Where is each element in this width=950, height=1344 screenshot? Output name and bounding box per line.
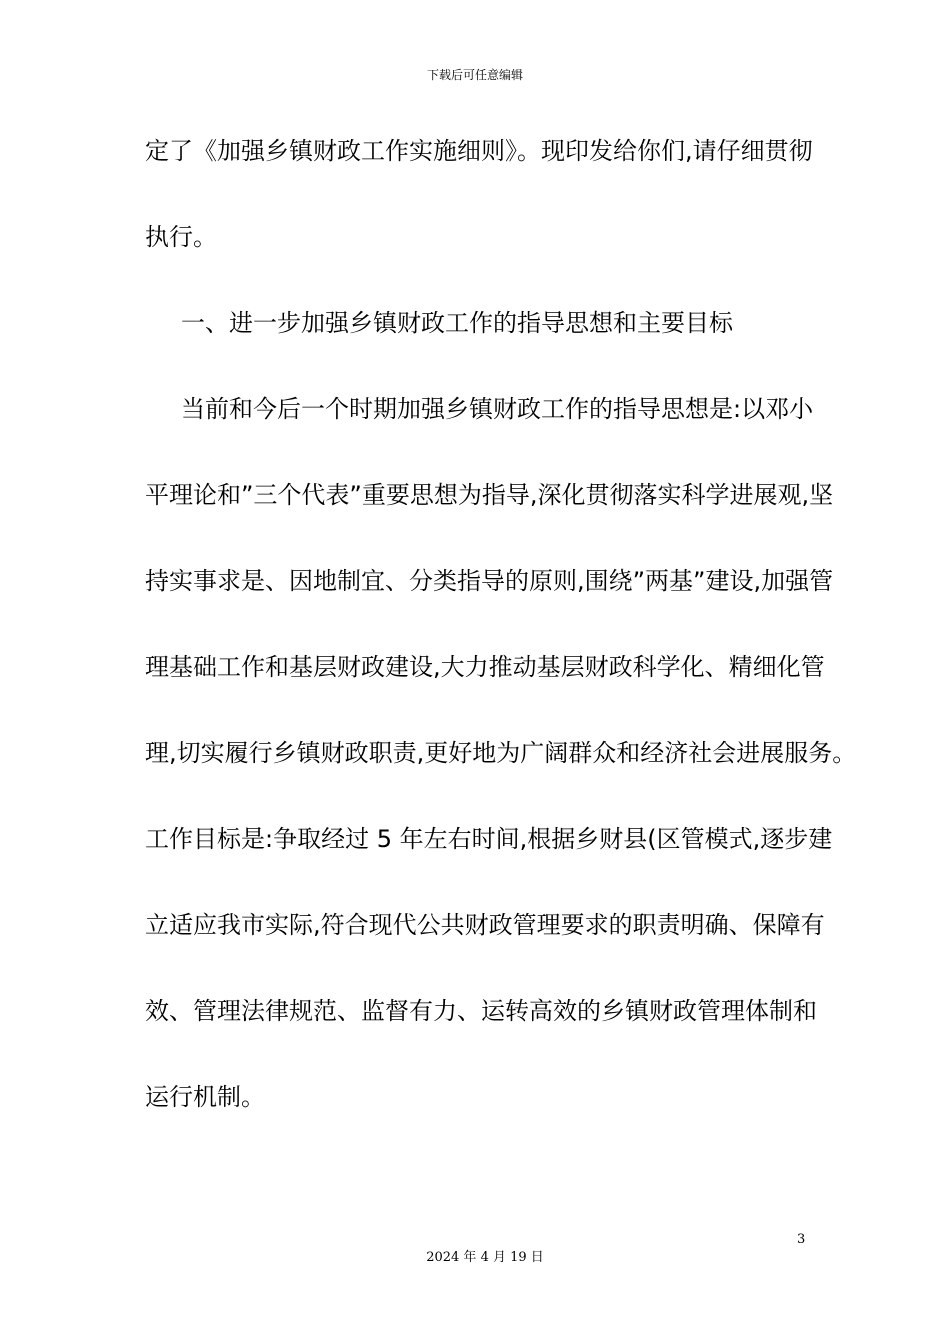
section-heading: 一、进一步加强乡镇财政工作的指导思想和主要目标 (181, 309, 733, 337)
paragraph-line: 理基础工作和基层财政建设,大力推动基层财政科学化、精细化管 (145, 653, 825, 681)
footer-date: 2024 年 4 月 19 日 (426, 1250, 544, 1265)
paragraph-line: 立适应我市实际,符合现代公共财政管理要求的职责明确、保障有 (145, 911, 825, 939)
paragraph-line: 平理论和”三个代表”重要思想为指导,深化贯彻落实科学进展观,坚 (145, 481, 834, 509)
paragraph-line: 当前和今后一个时期加强乡镇财政工作的指导思想是:以邓小 (181, 395, 814, 423)
paragraph-line: 效、管理法律规范、监督有力、运转高效的乡镇财政管理体制和 (145, 997, 817, 1025)
page-number: 3 (797, 1232, 806, 1247)
document-body (145, 128, 857, 1160)
page-header: 下载后可任意编辑 (426, 68, 523, 82)
paragraph-line: 定了《加强乡镇财政工作实施细则》。现印发给你们,请仔细贯彻 (145, 137, 813, 165)
paragraph-line: 运行机制。 (145, 1083, 265, 1111)
paragraph-line: 工作目标是:争取经过 5 年左右时间,根据乡财县(区管模式,逐步建 (145, 825, 833, 853)
paragraph-line: 理,切实履行乡镇财政职责,更好地为广阔群众和经济社会进展服务。 (145, 739, 857, 767)
paragraph-line: 持实事求是、因地制宜、分类指导的原则,围绕”两基”建设,加强管 (145, 567, 834, 595)
paragraph-line: 执行。 (145, 223, 217, 251)
